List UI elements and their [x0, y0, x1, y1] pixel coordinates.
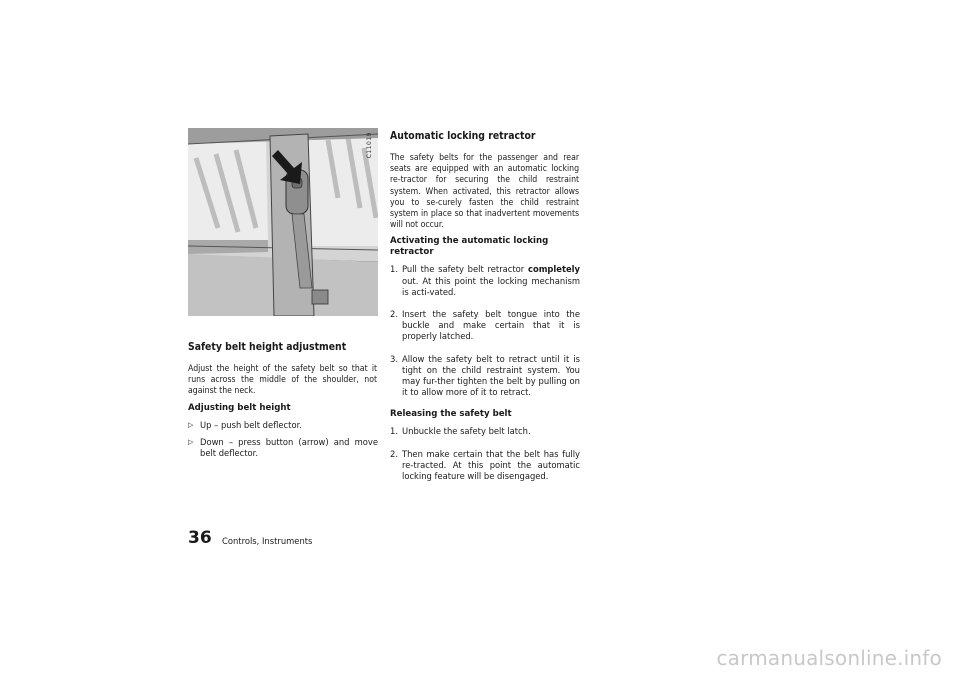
activating-steps	[390, 264, 580, 398]
figure-code: C11019	[366, 132, 373, 159]
section-heading-locking-retractor: Automatic locking retractor	[390, 130, 536, 142]
section-heading-belt-height: Safety belt height adjustment	[188, 341, 347, 353]
subheading-activating: Activating the automatic locking retractor	[390, 236, 549, 258]
subheading-releasing: Releasing the safety belt	[390, 409, 512, 420]
watermark: carmanualsonline.info	[716, 646, 942, 670]
list-item: 2. Then make certain that the belt has fully re-tracted. At this point the automatic locking feature will be disengaged.	[390, 448, 580, 482]
triangle-bullet-icon: ▷	[188, 420, 194, 429]
triangle-bullet-icon: ▷	[188, 437, 194, 446]
page-number: 36	[188, 528, 212, 548]
belt-deflector-drawing	[188, 128, 378, 316]
subheading-adjusting: Adjusting belt height	[188, 402, 291, 413]
adjust-bullet-list	[188, 420, 378, 460]
section-name: Controls, Instruments	[222, 536, 313, 546]
releasing-steps	[390, 426, 580, 482]
seat-belt-illustration	[188, 128, 378, 316]
list-item: ▷ Up – push belt deflector.	[188, 419, 302, 430]
list-item: 3. Allow the safety belt to retract until it is tight on the child restraint system. You may fur-ther tighten the belt by pulling on it to allow more of it to retract.	[390, 353, 580, 398]
list-item: 1. Unbuckle the safety belt latch.	[390, 426, 531, 437]
right-column	[390, 130, 580, 493]
left-column	[188, 341, 378, 465]
belt-height-intro: Adjust the height of the safety belt so that it runs across the middle of the shoulder, not against the neck.	[188, 363, 378, 396]
list-item: ▷ Down – press button (arrow) and move belt deflector.	[188, 436, 378, 459]
list-item: 2. Insert the safety belt tongue into the buckle and make certain that it is properly latched.	[390, 309, 580, 342]
retractor-intro: The safety belts for the passenger and rear seats are equipped with an automatic locking re-tractor for securing the child restraint system. When activated, this retractor allows you to se-curely fasten the child restraint system in place so that inadvertent movements will not occur.	[390, 152, 580, 230]
list-item: 1. Pull the safety belt retractor completely out. At this point the locking mechanism is acti-vated.	[390, 264, 580, 297]
